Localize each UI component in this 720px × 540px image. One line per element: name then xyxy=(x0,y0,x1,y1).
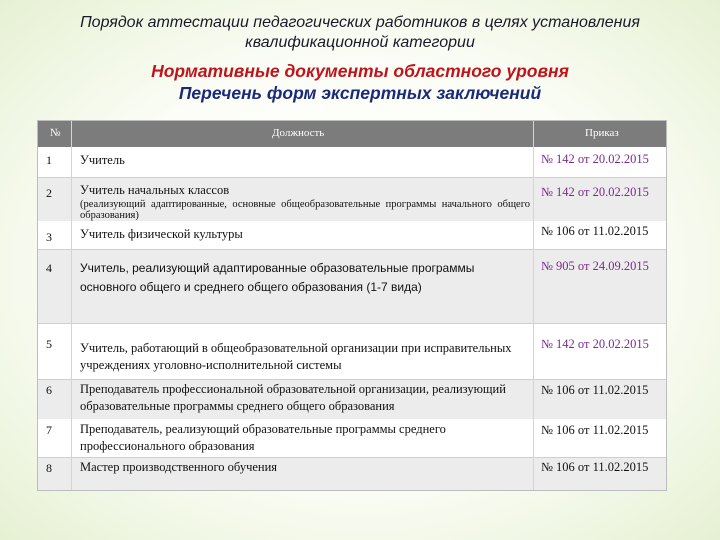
row-number: 6 xyxy=(46,383,52,397)
table-row xyxy=(38,379,666,419)
row-number: 4 xyxy=(46,261,52,275)
row-position-note: (реализующий адаптированные, основные общеобразовательные программы начального общего образования) xyxy=(80,199,530,221)
expert-forms-table xyxy=(37,120,667,491)
subtitle-forms: Перечень форм экспертных заключений xyxy=(178,83,542,103)
row-divider xyxy=(38,379,666,380)
table-header xyxy=(38,121,666,147)
title-line-1: Порядок аттестации педагогических работников в целях установления xyxy=(80,14,640,31)
row-position: Учитель начальных классов xyxy=(80,183,230,197)
column-header-number: № xyxy=(50,127,61,139)
row-position: Учитель, работающий в общеобразовательной организации при исправительных учреждениях уголовно-исполнительной системы xyxy=(80,341,512,372)
row-position: Учитель, реализующий адаптированные образовательные программы основного общего и среднего общего образования (1-7 вида) xyxy=(80,261,475,294)
row-position: Учитель xyxy=(80,153,125,167)
row-number: 5 xyxy=(46,337,52,351)
row-order: № 142 от 20.02.2015 xyxy=(541,185,649,199)
row-order: № 106 от 11.02.2015 xyxy=(541,423,649,437)
row-position: Учитель физической культуры xyxy=(80,227,243,241)
table-row xyxy=(38,419,666,457)
row-divider xyxy=(38,249,666,250)
row-number: 8 xyxy=(46,461,52,475)
table-row xyxy=(38,221,666,249)
row-position: Мастер производственного обучения xyxy=(80,460,278,474)
column-divider xyxy=(71,121,72,490)
table-row xyxy=(38,323,666,379)
row-number: 2 xyxy=(46,186,52,200)
row-order: № 106 от 11.02.2015 xyxy=(541,224,649,238)
row-position: Преподаватель, реализующий образовательные программы среднего профессионального образования xyxy=(80,422,446,453)
table-row xyxy=(38,457,666,490)
row-order: № 142 от 20.02.2015 xyxy=(541,152,649,166)
slide-title xyxy=(0,13,720,53)
table-row xyxy=(38,249,666,323)
row-order: № 142 от 20.02.2015 xyxy=(541,337,649,351)
row-number: 1 xyxy=(46,153,52,167)
row-divider xyxy=(38,177,666,178)
row-number: 3 xyxy=(46,230,52,244)
row-order: № 106 от 11.02.2015 xyxy=(541,383,649,397)
row-position: Преподаватель профессиональной образовательной организации, реализующий образовательные программы среднего общего образования xyxy=(80,382,506,413)
column-divider xyxy=(533,121,534,490)
row-order: № 106 от 11.02.2015 xyxy=(541,460,649,474)
table-row xyxy=(38,177,666,221)
table-row xyxy=(38,147,666,177)
column-header-order: Приказ xyxy=(585,127,619,139)
row-number: 7 xyxy=(46,423,52,437)
row-order: № 905 от 24.09.2015 xyxy=(541,259,649,273)
title-line-2: квалификационной категории xyxy=(245,34,475,51)
subtitle-documents: Нормативные документы областного уровня xyxy=(151,61,569,81)
column-header-position: Должность xyxy=(272,127,325,139)
row-divider xyxy=(38,457,666,458)
row-divider xyxy=(38,323,666,324)
